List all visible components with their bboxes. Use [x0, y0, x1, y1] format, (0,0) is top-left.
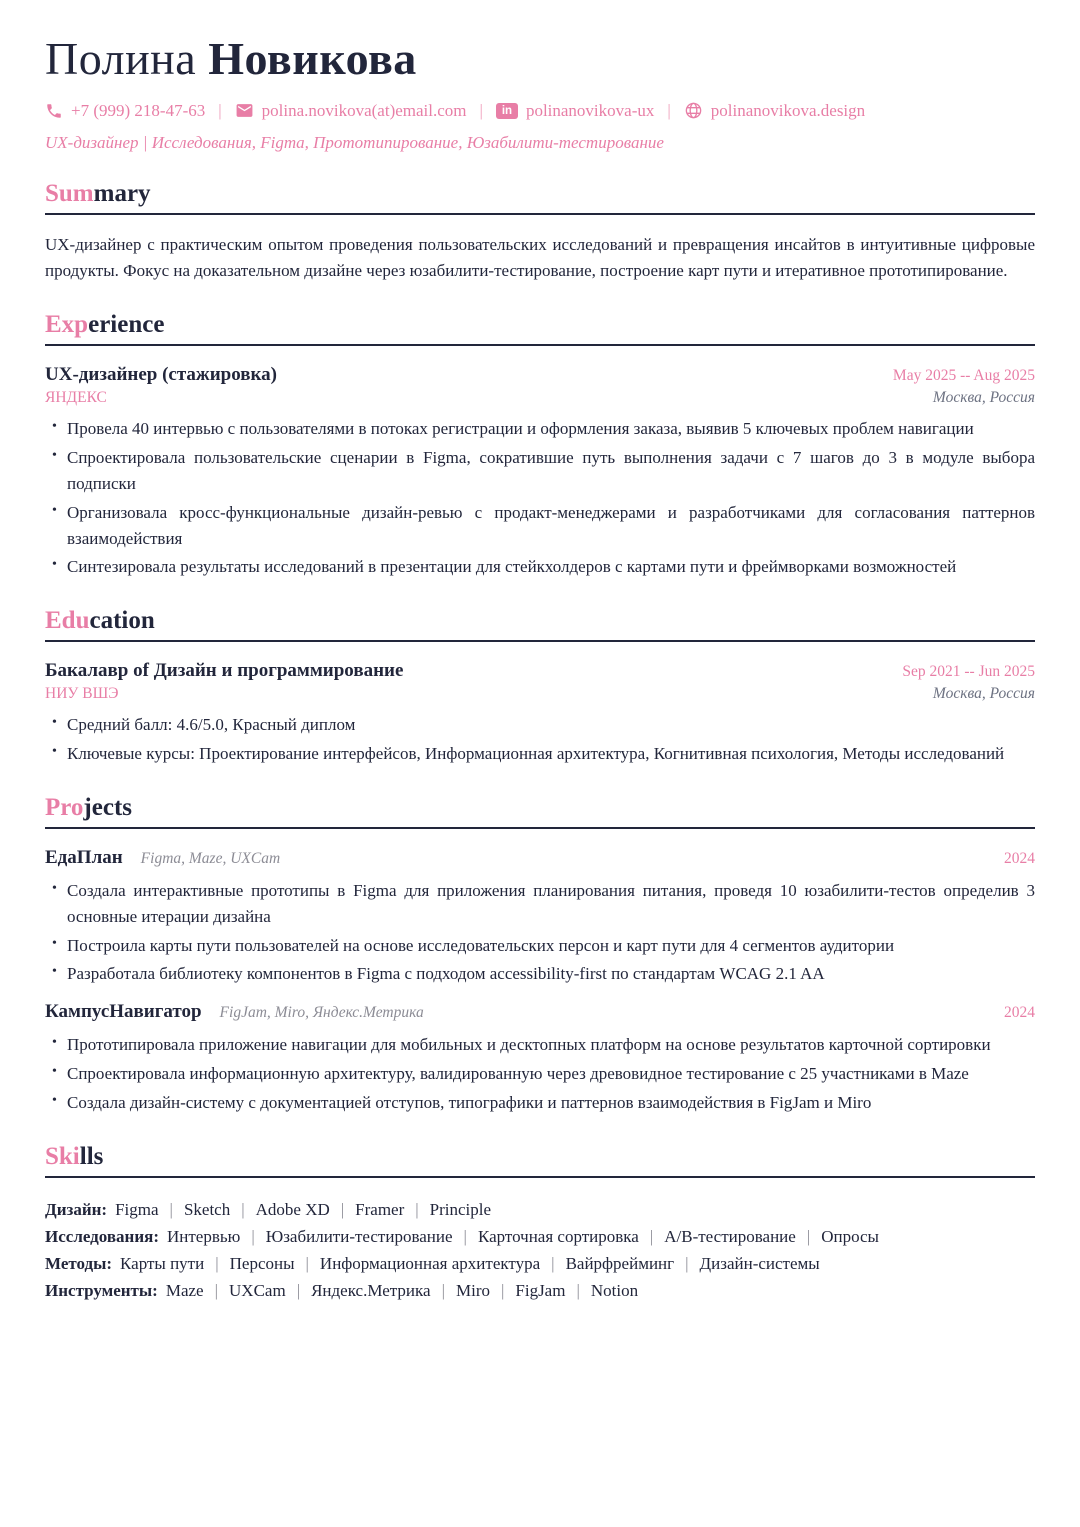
education-location: Москва, Россия	[932, 685, 1035, 703]
linkedin-text: polinanovikova-ux	[525, 100, 655, 120]
project-entry	[45, 847, 1035, 987]
skill-item: Карты пути	[120, 1254, 205, 1274]
summary-text: UX-дизайнер с практическим опытом проведения пользовательских исследований и превращения инсайтов в интуитивные цифровые продукты. Фокус на доказательном дизайне через юзабилити-тестирование, построение карт пути и итеративное прототипирование.	[45, 234, 1035, 280]
tagline: UX-дизайнер | Исследования, Figma, Прототипирование, Юзабилити-тестирование	[45, 132, 664, 152]
skill-item: Опросы	[821, 1226, 879, 1246]
skill-row-research	[45, 1223, 1035, 1250]
project-bullet: • Создала дизайн-систему с документацией отступов, типографики и паттернов взаимодействия в FigJam и Miro	[67, 1090, 1035, 1116]
skill-item: Вайрфрейминг	[565, 1254, 675, 1274]
skill-separator: |	[500, 1281, 505, 1301]
job-title: UX-дизайнер (стажировка)	[45, 364, 277, 386]
skill-item: FigJam	[515, 1281, 566, 1301]
job-bullet: • Синтезировала результаты исследований в презентации для стейкхолдеров с картами пути и фреймворками возможностей	[67, 554, 1035, 580]
skill-row-methods	[45, 1250, 1035, 1277]
project-tech: Figma, Maze, UXCam	[140, 849, 281, 867]
email-icon	[235, 101, 254, 120]
phone-text: +7 (999) 218-47-63	[71, 100, 206, 120]
section-skills	[45, 1143, 1035, 1305]
skill-separator: |	[576, 1281, 580, 1301]
skill-item: Notion	[590, 1281, 639, 1301]
skill-separator: |	[215, 1254, 219, 1274]
section-experience	[45, 311, 1035, 580]
skill-item: Miro	[455, 1281, 490, 1301]
education-dates: Sep 2021 -- Jun 2025	[902, 663, 1035, 681]
skill-item: Информационная архитектура	[319, 1254, 541, 1274]
education-entry	[45, 660, 1035, 767]
skill-item: Maze	[165, 1281, 204, 1301]
skills-block	[45, 1196, 1035, 1305]
section-projects	[45, 794, 1035, 1116]
skill-row-design	[45, 1196, 1035, 1223]
phone-link[interactable]	[45, 101, 205, 121]
project-name: КампусНавигатор	[45, 1001, 202, 1023]
project-bullet-list	[45, 878, 1035, 987]
contact-row	[45, 101, 1035, 121]
skill-separator: |	[340, 1199, 345, 1219]
skill-item: Интервью	[166, 1226, 241, 1246]
last-name: Новикова	[208, 33, 417, 84]
skill-item: Principle	[429, 1199, 492, 1219]
skill-separator: |	[441, 1281, 445, 1301]
project-tech: FigJam, Miro, Яндекс.Метрика	[219, 1004, 424, 1022]
skill-separator: |	[415, 1199, 419, 1219]
page-title	[45, 34, 1035, 85]
skill-item: Персоны	[229, 1254, 295, 1274]
school-name: НИУ ВШЭ	[45, 685, 119, 703]
job-dates: May 2025 -- Aug 2025	[892, 367, 1035, 385]
skill-item: Дизайн-системы	[699, 1254, 820, 1274]
project-bullet: • Построила карты пути пользователей на основе исследовательских персон и карт пути для 4 сегментов аудитории	[67, 933, 1035, 959]
project-bullet: • Спроектировала информационную архитектуру, валидированную через древовидное тестирование с 25 участниками в Maze	[67, 1061, 1035, 1087]
skill-item: Framer	[355, 1199, 405, 1219]
email-text: polina.novikova(at)email.com	[261, 100, 467, 120]
linkedin-icon: in	[496, 103, 518, 119]
project-bullet-list	[45, 1032, 1035, 1115]
skill-label: Дизайн:	[45, 1199, 108, 1219]
skill-item: Sketch	[183, 1199, 231, 1219]
project-bullet: • Разработала библиотеку компонентов в Figma с подходом accessibility-first по стандартам WCAG 2.1 AA	[67, 961, 1035, 987]
contact-separator: |	[667, 100, 671, 120]
section-heading-projects: Projects	[45, 794, 1035, 829]
job-location: Москва, Россия	[932, 389, 1035, 407]
skill-items	[166, 1281, 638, 1300]
skill-separator: |	[806, 1226, 811, 1246]
skill-item: Adobe XD	[255, 1199, 330, 1219]
job-bullet: • Провела 40 интервью с пользователями в потоках регистрации и оформления заказа, выявив 5 ключевых проблем навигации	[67, 416, 1035, 442]
section-heading-experience: Experience	[45, 311, 1035, 346]
job-bullet-list	[45, 416, 1035, 580]
skill-separator: |	[169, 1199, 173, 1219]
skill-separator: |	[463, 1226, 467, 1246]
skill-label: Исследования:	[45, 1226, 159, 1246]
contact-separator: |	[479, 100, 483, 120]
skill-separator: |	[649, 1226, 654, 1246]
globe-icon	[684, 101, 703, 120]
skill-separator: |	[241, 1199, 245, 1219]
phone-icon	[45, 102, 63, 120]
education-bullet: • Ключевые курсы: Проектирование интерфейсов, Информационная архитектура, Когнитивная психология, Методы исследований	[67, 741, 1035, 767]
project-entry	[45, 1001, 1035, 1115]
education-bullet: • Средний балл: 4.6/5.0, Красный диплом	[67, 712, 1035, 738]
section-education	[45, 607, 1035, 767]
skill-label: Методы:	[45, 1254, 113, 1274]
project-bullet: • Прототипировала приложение навигации для мобильных и десктопных платформ на основе результатов карточной сортировки	[67, 1032, 1035, 1058]
website-text: polinanovikova.design	[710, 100, 866, 120]
website-link[interactable]	[684, 101, 865, 121]
project-year: 2024	[1004, 1004, 1035, 1022]
project-bullet: • Создала интерактивные прототипы в Figma для приложения планирования питания, проведя 10 юзабилити-тестов определив 3 основные итерации дизайна	[67, 878, 1035, 930]
skill-separator: |	[551, 1254, 555, 1274]
skill-items	[167, 1227, 879, 1246]
skill-item: UXCam	[229, 1281, 286, 1301]
skill-separator: |	[305, 1254, 309, 1274]
education-bullet-list	[45, 712, 1035, 767]
skill-label: Инструменты:	[45, 1281, 158, 1301]
section-heading-education: Education	[45, 607, 1035, 642]
section-summary	[45, 180, 1035, 285]
skill-item: Яндекс.Метрика	[311, 1281, 431, 1301]
skill-row-tools	[45, 1277, 1035, 1304]
email-link[interactable]	[235, 101, 467, 121]
project-year: 2024	[1004, 849, 1035, 867]
skill-item: Figma	[115, 1199, 159, 1219]
job-company: ЯНДЕКС	[45, 389, 107, 407]
section-heading-summary: Summary	[45, 180, 1035, 215]
project-name: ЕдаПлан	[45, 846, 123, 868]
job-bullet: • Организовала кросс-функциональные дизайн-ревью с продакт-менеджерами и разработчиками для согласования паттернов взаимодействия	[67, 500, 1035, 552]
skill-items	[115, 1200, 491, 1219]
contact-separator: |	[218, 100, 222, 120]
skill-separator: |	[296, 1281, 301, 1301]
skill-separator: |	[214, 1281, 219, 1301]
section-heading-skills: Skills	[45, 1143, 1035, 1178]
job-bullet: • Спроектировала пользовательские сценарии в Figma, сократившие путь выполнения задачи с 7 шагов до 3 в модуле выбора подписки	[67, 445, 1035, 497]
linkedin-link[interactable]	[496, 101, 654, 121]
experience-entry	[45, 364, 1035, 580]
skill-item: Карточная сортировка	[477, 1226, 639, 1246]
skill-separator: |	[685, 1254, 689, 1274]
skill-items	[120, 1254, 820, 1273]
skill-item: A/B-тестирование	[664, 1226, 796, 1246]
degree-title: Бакалавр of Дизайн и программирование	[45, 660, 404, 682]
skill-item: Юзабилити-тестирование	[265, 1226, 453, 1246]
skill-separator: |	[251, 1226, 255, 1246]
first-name: Полина	[45, 33, 197, 84]
